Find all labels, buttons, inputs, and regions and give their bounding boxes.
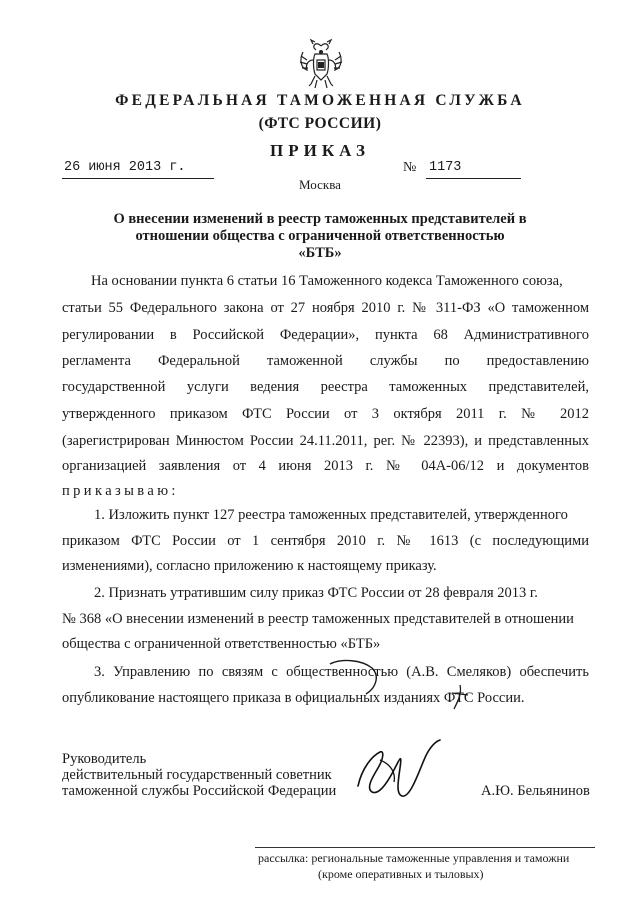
preamble-line: (зарегистрирован Минюстом России 24.11.2011, рег. № 22393), и представленных (62, 433, 589, 449)
handwritten-mark-icon (322, 654, 402, 709)
item-line: изменениями), согласно приложению к настоящему приказу. (62, 558, 437, 574)
order-number-label: № (403, 160, 417, 175)
signature-icon (350, 738, 455, 808)
footer-divider (255, 847, 595, 848)
item-line: № 368 «О внесении изменений в реестр таможенных представителей в отношении (62, 611, 574, 627)
preamble-line: статьи 55 Федерального закона от 27 ноября 2010 г. № 311-ФЗ «О таможенном (62, 300, 589, 316)
position-line: таможенной службы Российской Федерации (62, 783, 337, 799)
item-line: 3. Управлению по связям с общественностью (А.В. Смеляков) обеспечить (94, 664, 589, 680)
order-number: 1173 (426, 160, 521, 179)
position-line: действительный государственный советник (62, 767, 332, 783)
position-line: Руководитель (62, 751, 147, 767)
item-line: приказом ФТС России от 1 сентября 2010 г. № 1613 (с последующими (62, 533, 589, 549)
order-subject (90, 211, 550, 262)
agency-short-name: (ФТС РОССИИ) (258, 115, 382, 132)
handwritten-mark-icon (448, 683, 473, 713)
item-line: 1. Изложить пункт 127 реестра таможенных представителей, утвержденного (94, 507, 568, 523)
distribution-line: (кроме оперативных и тыловых) (318, 867, 484, 881)
document-type: ПРИКАЗ (270, 141, 370, 160)
signatory-position (62, 751, 336, 799)
preamble-line: регулировании в Российской Федерации», пункта 68 Административного (62, 327, 589, 343)
distribution-line: рассылка: региональные таможенные управления и таможни (258, 851, 570, 865)
subject-line: «БТБ» (298, 245, 342, 261)
preamble-line: государственной услуги ведения реестра таможенных представителей, (62, 379, 589, 395)
subject-line: отношении общества с ограниченной ответственностью (135, 228, 505, 244)
order-word: приказываю: (62, 483, 179, 499)
item-line: общества с ограниченной ответственностью «БТБ» (62, 636, 381, 652)
preamble-line: организацией заявления от 4 июня 2013 г. № 04А-06/12 и документов (62, 458, 589, 474)
subject-line: О внесении изменений в реестр таможенных представителей в (113, 211, 527, 227)
order-city: Москва (299, 177, 341, 192)
agency-name: ФЕДЕРАЛЬНАЯ ТАМОЖЕННАЯ СЛУЖБА (115, 92, 525, 109)
preamble-line: утвержденного приказом ФТС России от 3 октября 2011 г. № 2012 (62, 406, 589, 422)
item-line: 2. Признать утратившим силу приказ ФТС России от 28 февраля 2013 г. (94, 585, 538, 601)
coat-of-arms-icon (295, 38, 347, 94)
order-date: 26 июня 2013 г. (62, 160, 214, 179)
signatory-name: А.Ю. Бельянинов (481, 783, 590, 799)
preamble-line: регламента Федеральной таможенной службы по предоставлению (62, 353, 589, 369)
item-line: опубликование настоящего приказа в официальных изданиях ФТС России. (62, 690, 525, 706)
preamble-line: На основании пункта 6 статьи 16 Таможенного кодекса Таможенного союза, (91, 273, 563, 289)
